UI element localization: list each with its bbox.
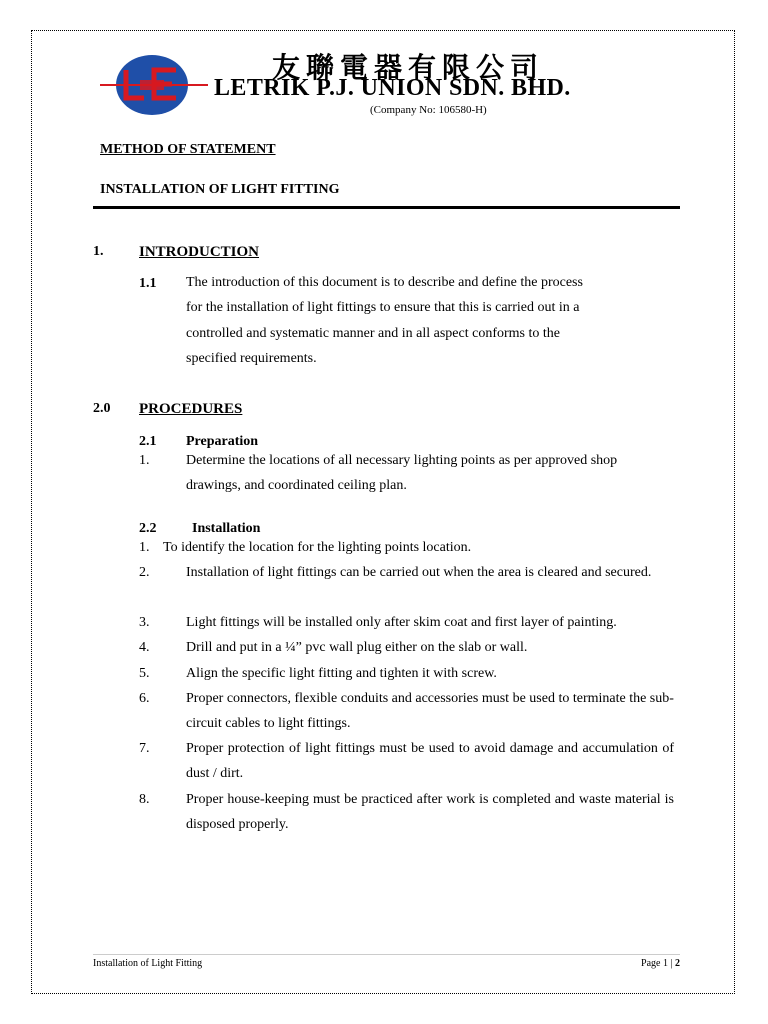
subsection-title: Preparation bbox=[186, 434, 259, 449]
subsection-number: 2.2 bbox=[139, 521, 157, 536]
section-number: 2.0 bbox=[93, 401, 111, 416]
list-item-number: 1. bbox=[139, 540, 150, 555]
subsection-title: Installation bbox=[192, 521, 261, 536]
document-label: METHOD OF STATEMENT bbox=[100, 142, 276, 157]
list-item-text: Proper house-keeping must be practiced after work is completed and waste material is disposed properly. bbox=[186, 792, 674, 833]
paragraph-line: The introduction of this document is to describe and define the process bbox=[186, 275, 583, 290]
footer-rule bbox=[93, 954, 680, 955]
page-total: 2 bbox=[675, 958, 680, 969]
subsection-number: 2.1 bbox=[139, 434, 157, 449]
list-item-number: 3. bbox=[139, 615, 150, 630]
list-item-text: To identify the location for the lighting points location. bbox=[163, 540, 472, 555]
list-item-number: 8. bbox=[139, 792, 150, 807]
intro-paragraph bbox=[186, 270, 630, 371]
list-item-number: 2. bbox=[139, 565, 150, 580]
list-item-text: Light fittings will be installed only after skim coat and first layer of painting. bbox=[186, 615, 617, 630]
company-logo-icon bbox=[100, 54, 208, 116]
subsection-number: 1.1 bbox=[139, 276, 157, 291]
section-number: 1. bbox=[93, 244, 104, 259]
list-item-number: 1. bbox=[139, 453, 150, 468]
footer-page-number bbox=[600, 958, 680, 969]
paragraph-line: for the installation of light fittings to ensure that this is carried out in a bbox=[186, 300, 580, 316]
paragraph-line: controlled and systematic manner and in all aspect conforms to the bbox=[186, 325, 560, 341]
company-chinese-name: 友聯電器有限公司 bbox=[272, 51, 545, 84]
page-label: Page 1 | bbox=[641, 958, 673, 969]
list-item-text: Align the specific light fitting and tighten it with screw. bbox=[186, 666, 497, 681]
list-item-text: Determine the locations of all necessary lighting points as per approved shop drawings, and coordinated ceiling plan. bbox=[186, 453, 618, 494]
page-border bbox=[31, 30, 735, 994]
section-title: PROCEDURES bbox=[139, 401, 243, 417]
section-title: INTRODUCTION bbox=[139, 244, 260, 260]
list-item-number: 6. bbox=[139, 691, 150, 706]
document-title: INSTALLATION OF LIGHT FITTING bbox=[100, 182, 340, 197]
list-item-text: Proper protection of light fittings must be used to avoid damage and accumulation of dust / dirt. bbox=[186, 741, 674, 782]
company-name: LETRIK P.J. UNION SDN. BHD. bbox=[214, 75, 571, 101]
letterhead bbox=[100, 44, 670, 124]
list-item-text: Drill and put in a ¼” pvc wall plug either on the slab or wall. bbox=[186, 640, 528, 655]
list-item-number: 4. bbox=[139, 640, 150, 655]
list-item-text: Proper connectors, flexible conduits and accessories must be used to terminate the sub-circuit cables to light fittings. bbox=[186, 691, 674, 732]
list-item-text: Installation of light fittings can be carried out when the area is cleared and secured. bbox=[186, 565, 652, 580]
title-rule bbox=[93, 206, 680, 209]
footer-document-name: Installation of Light Fitting bbox=[93, 958, 203, 969]
list-item-number: 5. bbox=[139, 666, 150, 681]
list-item-number: 7. bbox=[139, 741, 150, 756]
paragraph-line: specified requirements. bbox=[186, 350, 317, 366]
company-number: (Company No: 106580-H) bbox=[370, 104, 487, 116]
